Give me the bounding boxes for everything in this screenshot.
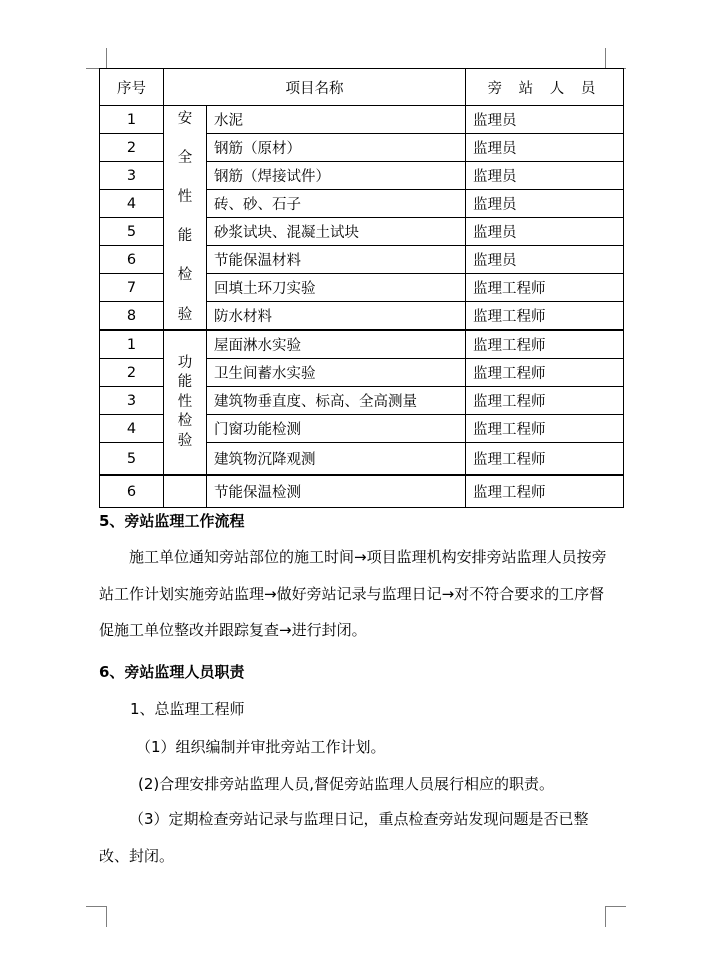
cell-no: 1: [100, 330, 164, 359]
cell-staff: 监理员: [466, 190, 624, 218]
cell-no: 5: [100, 218, 164, 246]
header-staff: 旁 站 人 员: [466, 69, 624, 106]
cell-staff: 监理员: [466, 218, 624, 246]
header-no: 序号: [100, 69, 164, 106]
cell-no: 7: [100, 274, 164, 302]
cell-no: 2: [100, 134, 164, 162]
category-empty: [164, 475, 207, 508]
cell-no: 2: [100, 359, 164, 387]
cell-staff: 监理工程师: [466, 274, 624, 302]
cell-item: 回填土环刀实验: [207, 274, 466, 302]
cell-staff: 监理员: [466, 134, 624, 162]
cell-item: 节能保温检测: [207, 475, 466, 508]
cell-no: 1: [100, 106, 164, 134]
duty-item: （1）组织编制并审批旁站工作计划。: [136, 738, 386, 756]
cell-item: 砂浆试块、混凝土试块: [207, 218, 466, 246]
duty-item: （3）定期检查旁站记录与监理日记，重点检查旁站发现问题是否已整改、封闭。: [99, 810, 589, 865]
page-corner-mark: [605, 48, 626, 69]
cell-staff: 监理工程师: [466, 443, 624, 476]
cell-staff: 监理工程师: [466, 330, 624, 359]
cell-item: 建筑物沉降观测: [207, 443, 466, 476]
cell-item: 建筑物垂直度、标高、全高测量: [207, 387, 466, 415]
cell-staff: 监理工程师: [466, 475, 624, 508]
cell-item: 卫生间蓄水实验: [207, 359, 466, 387]
cell-item: 砖、砂、石子: [207, 190, 466, 218]
cell-staff: 监理工程师: [466, 415, 624, 443]
cell-no: 8: [100, 302, 164, 331]
header-item: 项目名称: [164, 69, 466, 106]
cell-staff: 监理员: [466, 246, 624, 274]
cell-no: 6: [100, 475, 164, 508]
cell-item: 节能保温材料: [207, 246, 466, 274]
cell-staff: 监理员: [466, 162, 624, 190]
cell-item: 钢筋（焊接试件）: [207, 162, 466, 190]
cell-staff: 监理员: [466, 106, 624, 134]
cell-item: 水泥: [207, 106, 466, 134]
cell-item: 门窗功能检测: [207, 415, 466, 443]
cell-no: 3: [100, 162, 164, 190]
page-corner-mark: [86, 48, 107, 69]
cell-no: 3: [100, 387, 164, 415]
page-corner-mark: [605, 906, 626, 927]
section-heading: 5、旁站监理工作流程: [99, 512, 245, 530]
cell-staff: 监理工程师: [466, 387, 624, 415]
sub-heading: 1、总监理工程师: [130, 700, 245, 718]
category-function: 功 能 性 检 验: [164, 330, 207, 475]
cell-no: 4: [100, 190, 164, 218]
cell-item: 钢筋（原材）: [207, 134, 466, 162]
section-heading: 6、旁站监理人员职责: [99, 663, 245, 681]
cell-item: 屋面淋水实验: [207, 330, 466, 359]
cell-no: 4: [100, 415, 164, 443]
inspection-table: [99, 68, 624, 508]
body-paragraph: 施工单位通知旁站部位的施工时间→项目监理机构安排旁站监理人员按旁站工作计划实施旁站监理→做好旁站记录与监理日记→对不符合要求的工序督促施工单位整改并跟踪复查→进行封闭。: [99, 548, 607, 639]
cell-item: 防水材料: [207, 302, 466, 331]
cell-no: 5: [100, 443, 164, 476]
duty-item: (2)合理安排旁站监理人员,督促旁站监理人员展行相应的职责。: [138, 775, 555, 793]
category-safety: 安 全 性 能 检 验: [164, 106, 207, 331]
cell-no: 6: [100, 246, 164, 274]
page-corner-mark: [86, 906, 107, 927]
cell-staff: 监理工程师: [466, 359, 624, 387]
cell-staff: 监理工程师: [466, 302, 624, 331]
